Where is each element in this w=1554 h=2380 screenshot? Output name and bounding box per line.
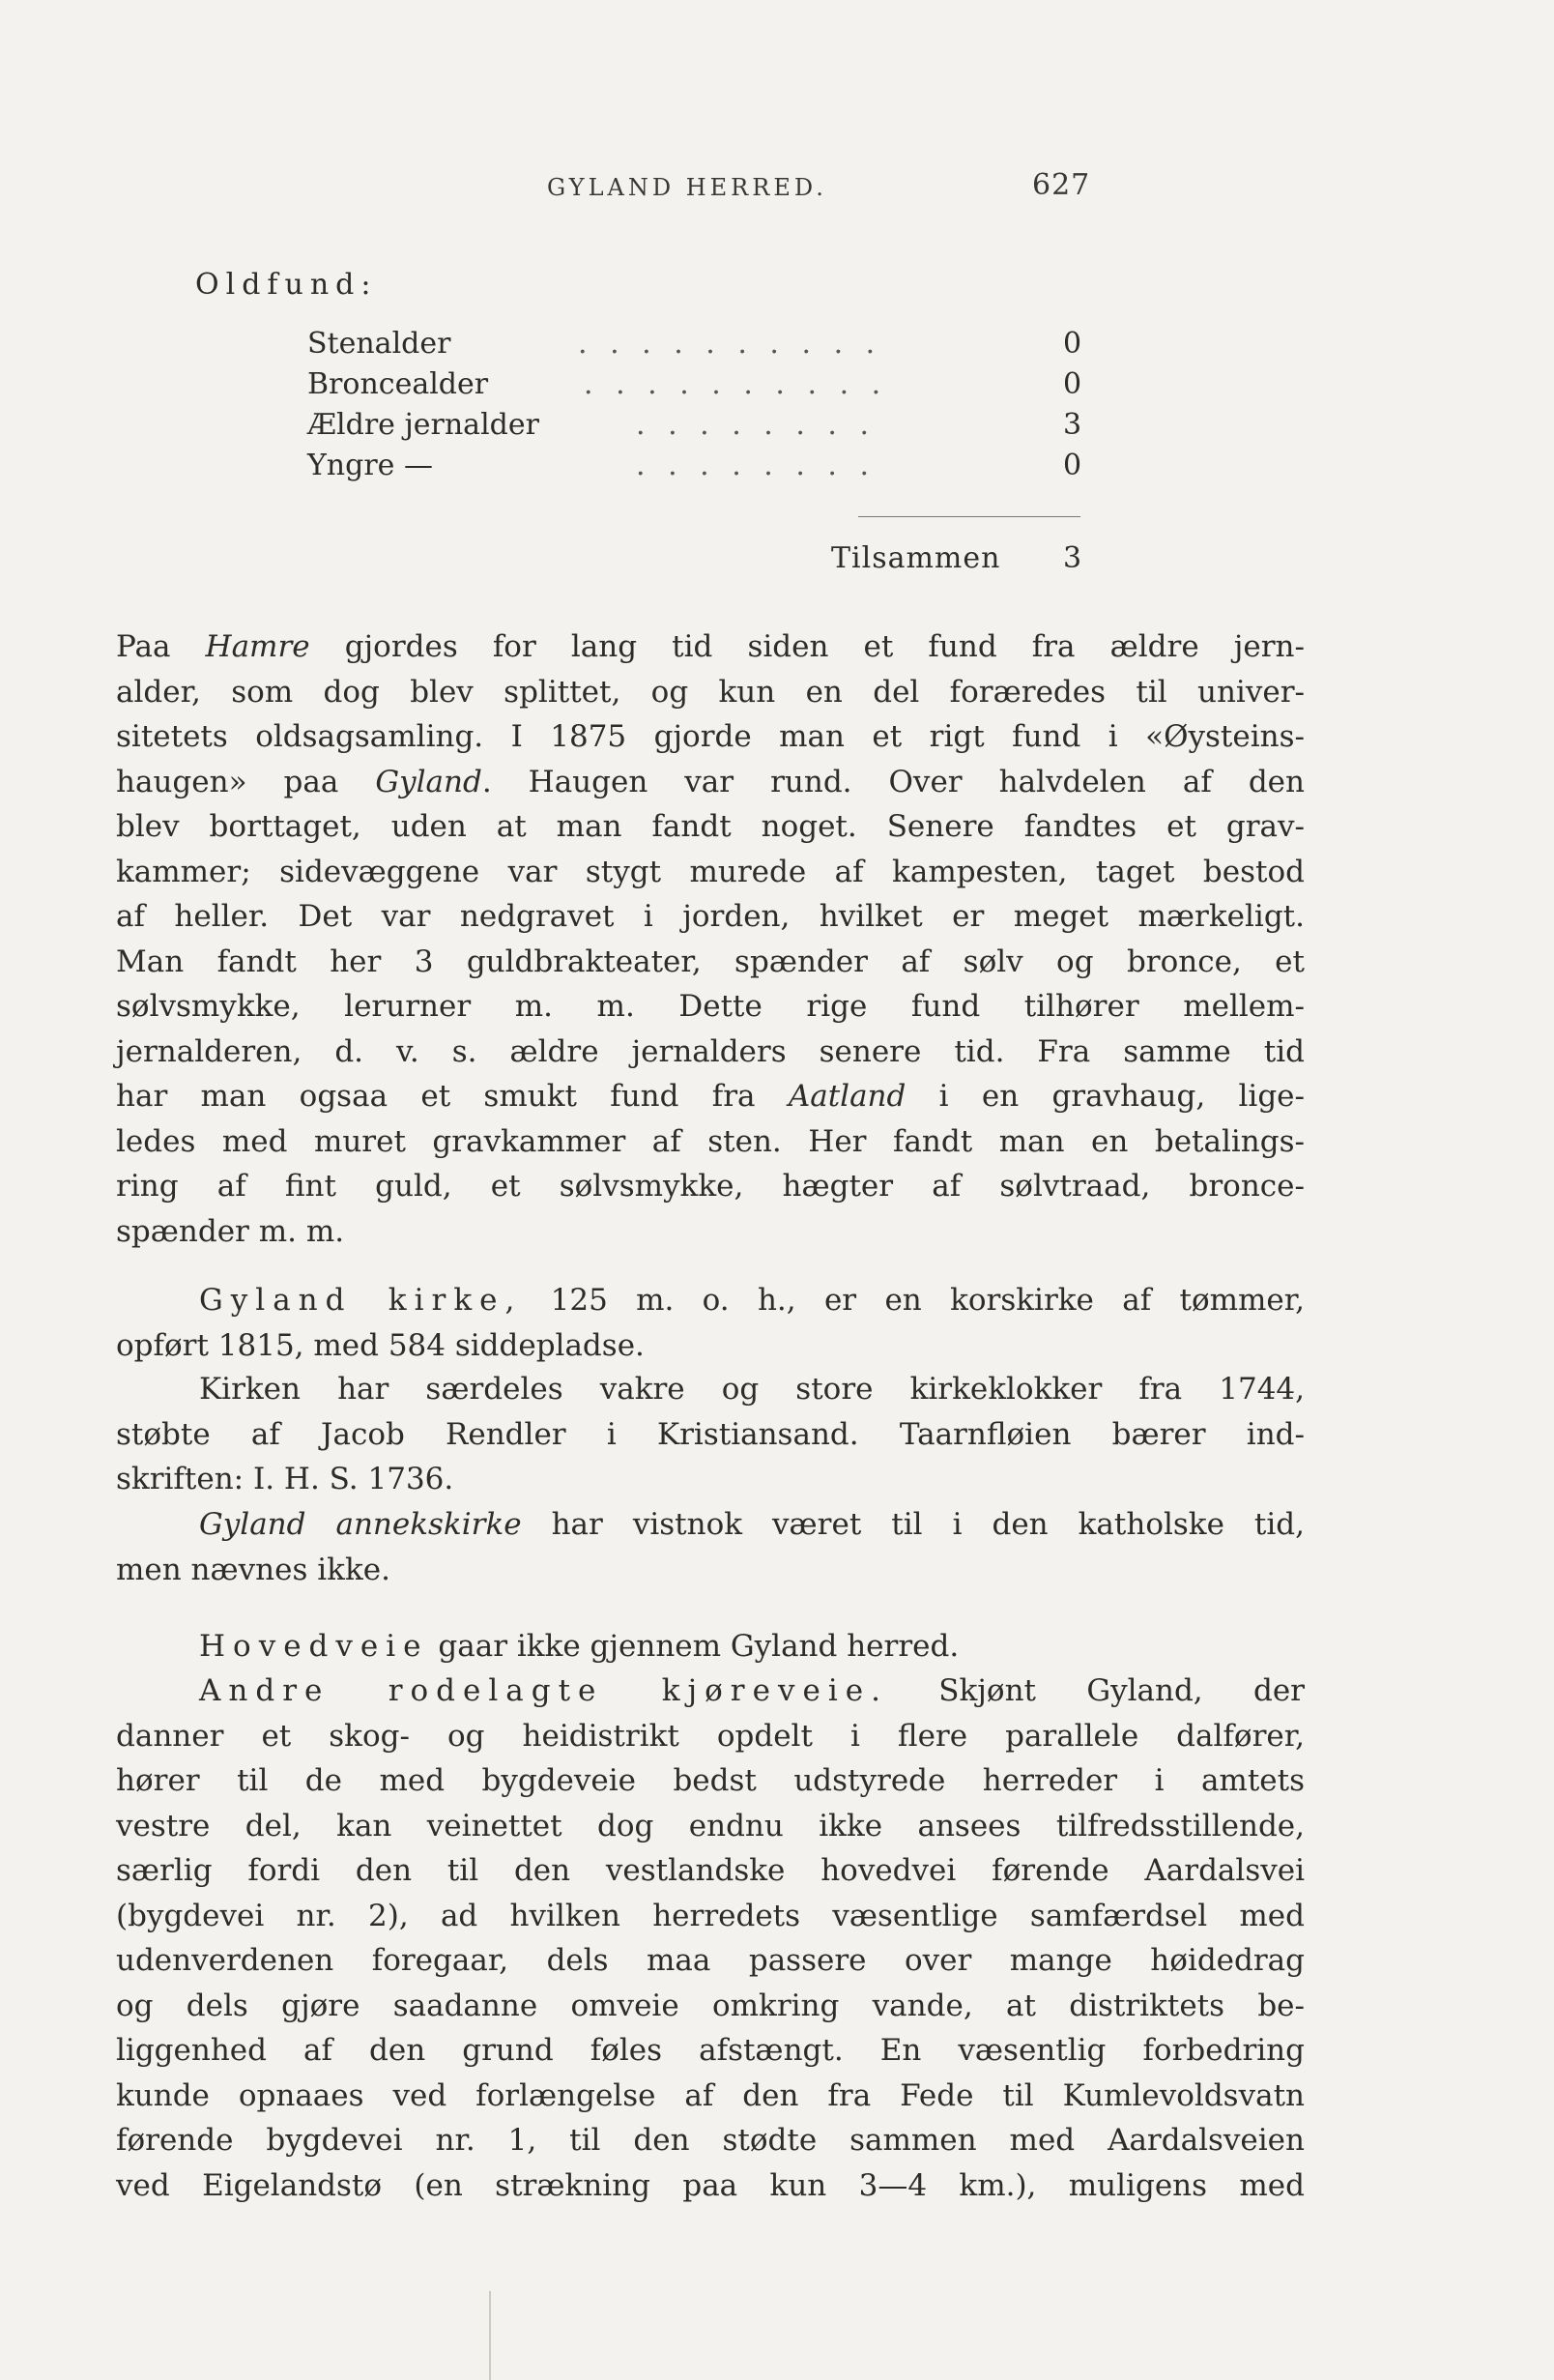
text-line: haugen» paa Gyland. Haugen var rund. Over halvdelen af den (116, 764, 1305, 799)
text-line: sitetets oldsagsamling. I 1875 gjorde man et rigt fund i «Øysteins- (116, 719, 1305, 754)
text-line: kunde opnaaes ved forlængelse af den fra Fede til Kumlevoldsvatn (116, 2077, 1305, 2113)
text-line: skriften: I. H. S. 1736. (116, 1462, 454, 1496)
text-line: spænder m. m. (116, 1213, 345, 1249)
text-line: særlig fordi den til den vestlandske hovedvei førende Aardalsvei (116, 1853, 1305, 1888)
text-line: Gyland kirke, 125 m. o. h., er en korskirke af tømmer, (199, 1283, 1306, 1318)
oldfund-table (307, 327, 1080, 489)
table-row (307, 367, 1080, 408)
leader-dots: . . . . . . . . (636, 408, 877, 442)
text-line: Kirken har særdeles vakre og store kirkeklokker fra 1744, (199, 1372, 1305, 1407)
table-row (307, 449, 1080, 489)
table-row (307, 327, 1080, 367)
row-value: 0 (1063, 449, 1082, 482)
text-line: hører til de med bygdeveie bedst udstyrede herreder i amtets (116, 1763, 1305, 1798)
text-line: ved Eigelandstø (en strækning paa kun 3—4 km.), muligens med (116, 2167, 1305, 2203)
church-name: Gyland annekskirke (199, 1507, 522, 1542)
text-line: vestre del, kan veinettet dog endnu ikke ansees tilfredsstillende, (116, 1808, 1305, 1843)
row-label: Yngre — (307, 449, 433, 482)
section-lead: Hovedveie (199, 1629, 429, 1664)
row-label: Stenalder (307, 327, 451, 361)
text-line: udenverdenen foregaar, dels maa passere over mange høidedrag (116, 1943, 1305, 1978)
text-line: alder, som dog blev splittet, og kun en del foræredes til univer- (116, 674, 1305, 710)
text-line: ring af fint guld, et sølvsmykke, hægter af sølvtraad, bronce- (116, 1169, 1305, 1204)
paragraph-hovedveie (116, 1624, 1305, 1669)
text-line: Man fandt her 3 guldbrakteater, spænder af sølv og bronce, et (116, 943, 1305, 979)
paragraph-kjoreveie (116, 1669, 1305, 2208)
oldfund-heading: Oldfund: (195, 268, 378, 302)
text-line: førende bygdevei nr. 1, til den stødte sammen med Aardalsveien (116, 2123, 1305, 2158)
paragraph-kirke (116, 1278, 1305, 1368)
text-line: Paa Hamre gjordes for lang tid siden et fund fra ældre jern- (116, 629, 1305, 664)
text-line: blev borttaget, uden at man fandt noget. Senere fandtes et grav- (116, 809, 1305, 844)
total-row (831, 541, 1082, 575)
page-crease (489, 2291, 491, 2380)
place-name: Gyland (375, 764, 482, 799)
paragraph-annekskirke (116, 1502, 1305, 1592)
text-line: har man ogsaa et smukt fund fra Aatland i en gravhaug, lige- (116, 1079, 1306, 1114)
text-line: af heller. Det var nedgravet i jorden, hvilket er meget mærkeligt. (116, 899, 1305, 934)
text-line: Hovedveie gaar ikke gjennem Gyland herred. (199, 1629, 960, 1664)
text-line: støbte af Jacob Rendler i Kristiansand. Taarnfløien bærer ind- (116, 1416, 1305, 1452)
page-number: 627 (1032, 168, 1091, 202)
section-lead: Gyland kirke, (199, 1283, 523, 1318)
text-line: Gyland annekskirke har vistnok været til i den katholske tid, (199, 1507, 1306, 1542)
leader-dots: . . . . . . . . . . (584, 367, 888, 401)
header-title: GYLAND HERRED. (547, 174, 827, 201)
text-line: sølvsmykke, lerurner m. m. Dette rige fund tilhører mellem- (116, 989, 1305, 1024)
place-name: Hamre (205, 629, 310, 664)
sum-rule (858, 516, 1080, 517)
text-line: opført 1815, med 584 siddepladse. (116, 1327, 645, 1363)
leader-dots: . . . . . . . . . . (578, 327, 882, 361)
text-line: ledes med muret gravkammer af sten. Her fandt man en betalings- (116, 1123, 1305, 1159)
text-line: Andre rodelagte kjøreveie. Skjønt Gyland, der (199, 1673, 1305, 1708)
paragraph-klokker (116, 1367, 1305, 1502)
row-label: Ældre jernalder (307, 408, 539, 442)
text-line: danner et skog- og heidistrikt opdelt i flere parallele dalfører, (116, 1718, 1305, 1754)
leader-dots: . . . . . . . . (636, 449, 877, 482)
total-label: Tilsammen (831, 541, 1001, 575)
text-line: men nævnes ikke. (116, 1552, 390, 1587)
text-line: jernalderen, d. v. s. ældre jernalders senere tid. Fra samme tid (116, 1033, 1305, 1069)
row-value: 3 (1063, 408, 1082, 442)
text-line: (bygdevei nr. 2), ad hvilken herredets væsentlige samfærdsel med (116, 1898, 1305, 1933)
total-value: 3 (1063, 541, 1082, 575)
row-value: 0 (1063, 327, 1082, 361)
text-line: og dels gjøre saadanne omveie omkring vande, at distriktets be- (116, 1988, 1305, 2023)
row-value: 0 (1063, 367, 1082, 401)
section-lead: Andre rodelagte kjøreveie. (199, 1673, 888, 1708)
paragraph-hamre (116, 624, 1305, 1254)
row-label: Broncealder (307, 367, 489, 401)
text-line: kammer; sidevæggene var stygt murede af kampesten, taget bestod (116, 854, 1305, 889)
table-row (307, 408, 1080, 449)
place-name: Aatland (788, 1079, 906, 1114)
text-line: liggenhed af den grund føles afstængt. En væsentlig forbedring (116, 2033, 1305, 2068)
